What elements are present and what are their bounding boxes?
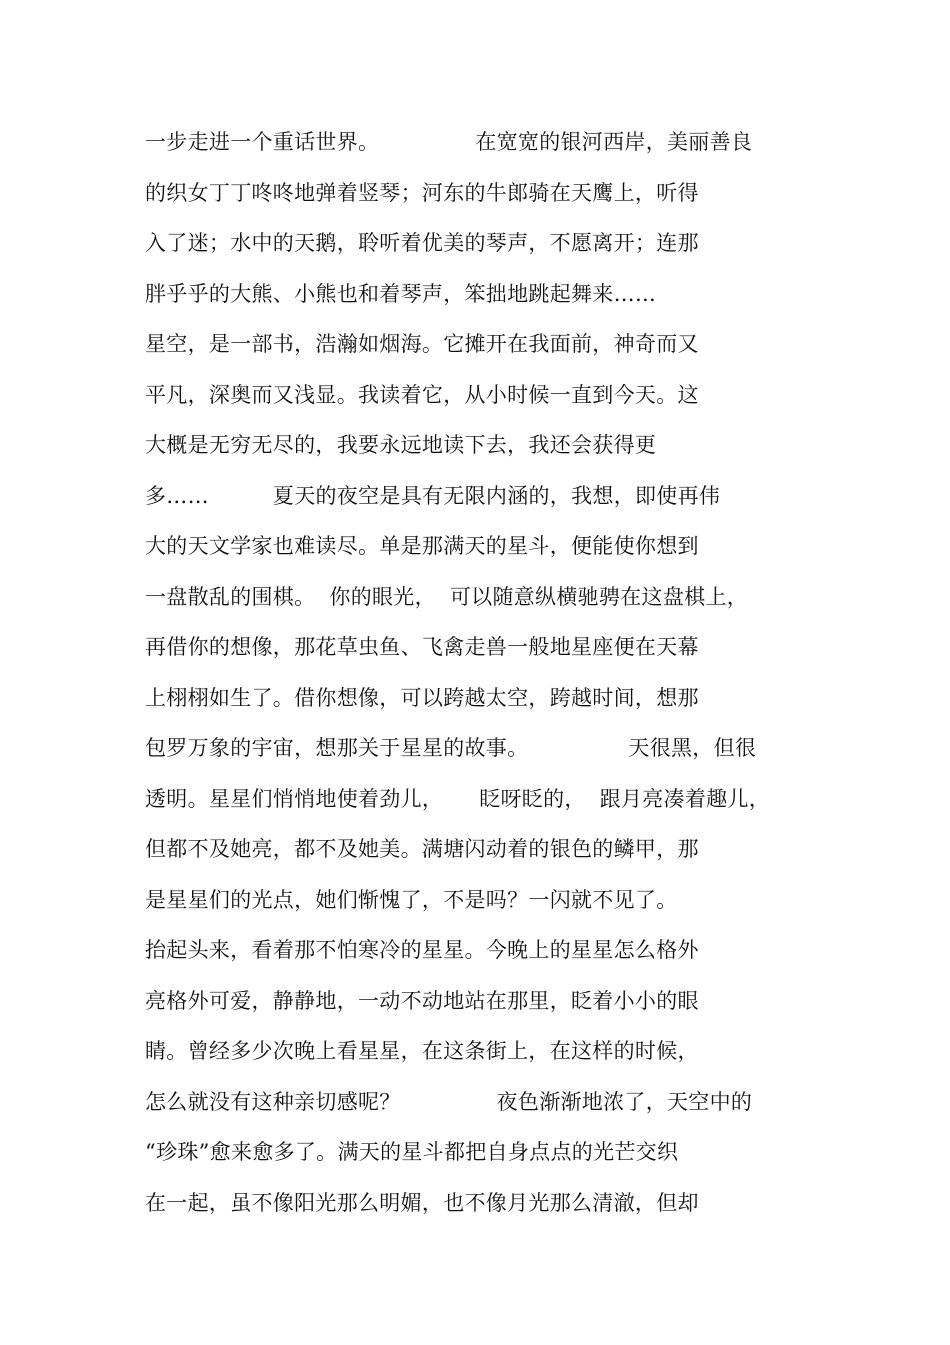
text-segment: 眨呀眨的， 跟月亮凑着趣儿，	[479, 786, 771, 811]
text-segment: 的织女丁丁咚咚地弹着竖琴；河东的牛郎骑在天鹰上，听得	[145, 180, 699, 205]
text-segment: 天很黑，但很	[628, 736, 757, 760]
text-segment: 星空，是一部书，浩瀚如烟海。它摊开在我面前，神奇而又	[145, 332, 699, 356]
text-line	[145, 274, 825, 325]
text-line	[145, 627, 825, 678]
text-segment: 睛。曾经多少次晚上看星星，在这条街上，在这样的时候，	[145, 1039, 699, 1063]
text-line	[145, 526, 825, 577]
text-line	[145, 981, 825, 1032]
text-segment: 大概是无穷无尽的，我要永远地读下去，我还会获得更	[145, 433, 657, 457]
text-segment: 平凡，深奥而又浅显。我读着它，从小时候一直到今天。这	[145, 382, 699, 407]
text-line	[145, 880, 825, 931]
text-segment: 一盘散乱的围棋。	[145, 584, 316, 609]
text-line	[145, 829, 825, 880]
text-line	[145, 930, 825, 981]
text-line	[145, 1082, 825, 1133]
text-segment: 入了迷；水中的天鹅，聆听着优美的琴声，不愿离开；连那	[145, 231, 699, 255]
text-line	[145, 223, 825, 274]
text-line	[145, 577, 825, 628]
text-segment: 是星星们的光点，她们惭愧了，不是吗？一闪就不见了。	[145, 887, 678, 912]
text-line	[145, 779, 825, 830]
text-segment: 亮格外可爱，静静地，一动不动地站在那里，眨着小小的眼	[145, 988, 699, 1013]
text-segment: 夜色渐渐地浓了，天空中的	[496, 1089, 753, 1114]
text-segment: 透明。星星们悄悄地使着劲儿，	[145, 786, 444, 811]
text-segment: 多……	[145, 483, 209, 508]
text-segment: 一步走进一个重话世界。	[145, 130, 380, 154]
text-segment: 上栩栩如生了。借你想像，可以跨越太空，跨越时间，想那	[145, 685, 699, 710]
text-segment: 包罗万象的宇宙，想那关于星星的故事。	[145, 736, 529, 760]
text-segment: 在宽宽的银河西岸，美丽善良	[475, 130, 753, 154]
text-line	[145, 122, 825, 173]
text-line	[145, 1031, 825, 1082]
text-segment: 抬起头来，看着那不怕寒冷的星星。今晚上的星星怎么格外	[145, 938, 699, 962]
text-line	[145, 1132, 825, 1183]
text-line	[145, 678, 825, 729]
text-line	[145, 173, 825, 224]
text-segment: 在一起，虽不像阳光那么明媚，也不像月光那么清澈，但却	[145, 1190, 699, 1215]
text-segment: 怎么就没有这种亲切感呢？	[145, 1089, 401, 1114]
text-segment: 夏天的夜空是具有无限内涵的，我想，即使再伟	[272, 483, 721, 508]
text-segment: 你的眼光， 可以随意纵横驰骋在这盘棋上，	[329, 584, 749, 609]
text-segment: 但都不及她亮，都不及她美。满塘闪动着的银色的鳞甲，那	[145, 837, 699, 861]
text-segment: “珍珠”愈来愈多了。满天的星斗都把自身点点的光芒交织	[145, 1140, 679, 1164]
text-line	[145, 375, 825, 426]
text-segment: 再借你的想像，那花草虫鱼、飞禽走兽一般地星座便在天幕	[145, 635, 699, 659]
text-line	[145, 425, 825, 476]
text-segment: 胖乎乎的大熊、小熊也和着琴声，笨拙地跳起舞来……	[145, 281, 657, 306]
text-line	[145, 728, 825, 779]
essay-text	[145, 122, 825, 1233]
text-line	[145, 476, 825, 527]
text-line	[145, 1183, 825, 1234]
text-segment: 大的天文学家也难读尽。单是那满天的星斗，便能使你想到	[145, 534, 699, 558]
text-line	[145, 324, 825, 375]
